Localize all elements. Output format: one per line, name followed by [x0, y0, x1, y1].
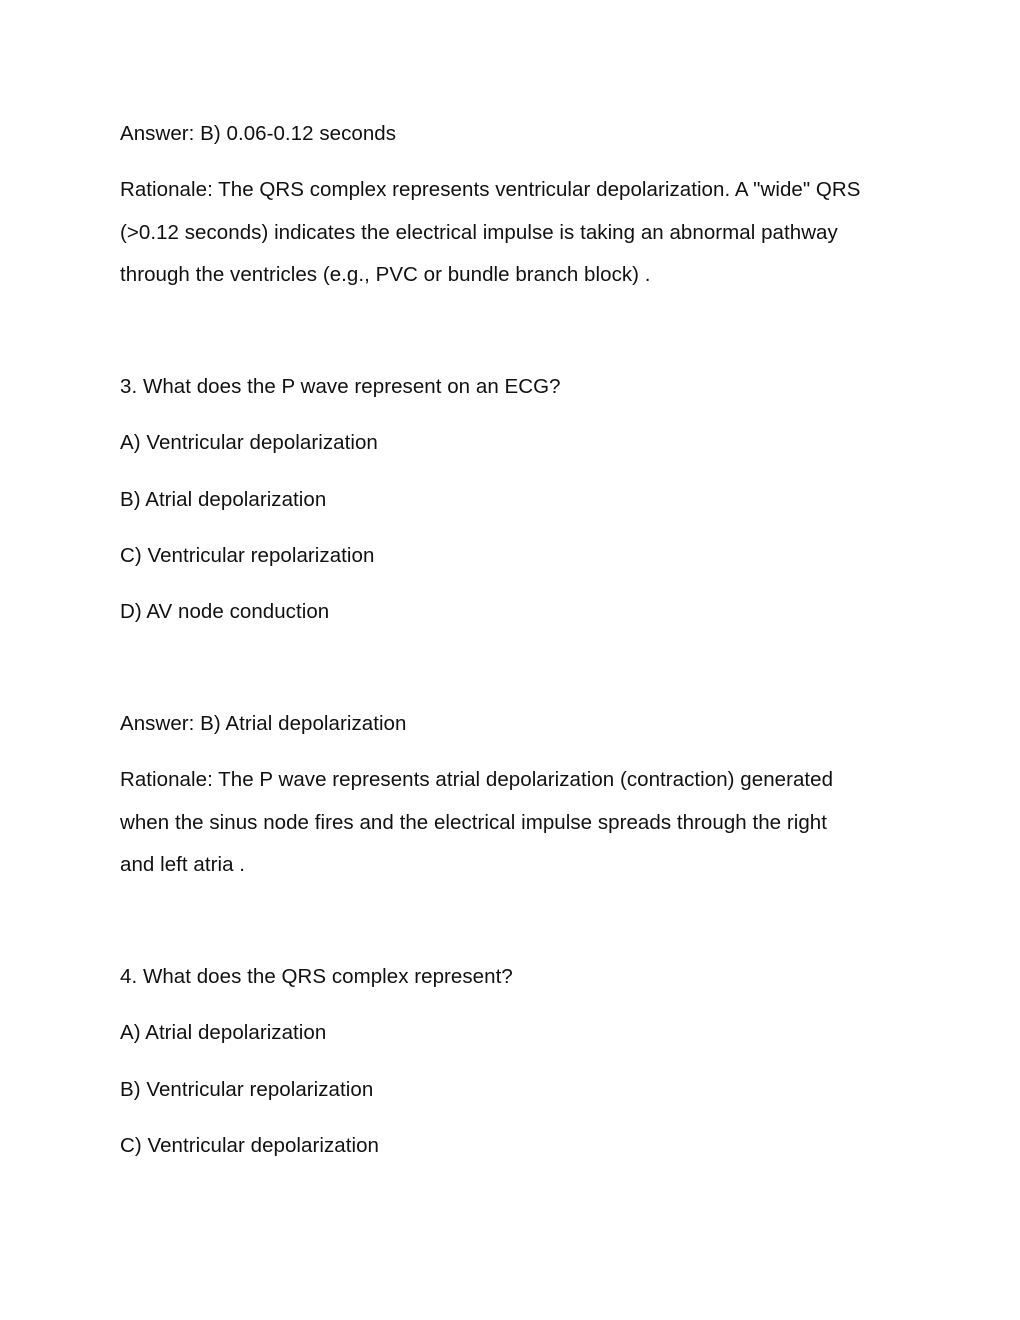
q4-option-b: B) Ventricular repolarization [120, 1078, 374, 1101]
q3-rationale-line-2: when the sinus node fires and the electrical impulse spreads through the right [120, 811, 828, 834]
q3-option-c: C) Ventricular repolarization [120, 544, 375, 567]
q3-question: 3. What does the P wave represent on an ECG? [120, 375, 561, 398]
q2-rationale-line-2: (>0.12 seconds) indicates the electrical impulse is taking an abnormal pathway [120, 221, 838, 244]
q4-option-c: C) Ventricular depolarization [120, 1134, 379, 1157]
q3-option-a: A) Ventricular depolarization [120, 431, 378, 454]
q3-answer: Answer: B) Atrial depolarization [120, 712, 407, 735]
q2-rationale-line-1: Rationale: The QRS complex represents ventricular depolarization. A "wide" QRS [120, 178, 861, 201]
q3-rationale-line-3: and left atria . [120, 853, 246, 876]
q2-answer: Answer: B) 0.06-0.12 seconds [120, 122, 397, 145]
q2-rationale-line-3: through the ventricles (e.g., PVC or bundle branch block) . [120, 263, 651, 286]
q3-option-b: B) Atrial depolarization [120, 488, 327, 511]
q4-question: 4. What does the QRS complex represent? [120, 965, 513, 988]
q3-rationale-line-1: Rationale: The P wave represents atrial depolarization (contraction) generated [120, 768, 834, 791]
q3-option-d: D) AV node conduction [120, 600, 330, 623]
q4-option-a: A) Atrial depolarization [120, 1021, 327, 1044]
